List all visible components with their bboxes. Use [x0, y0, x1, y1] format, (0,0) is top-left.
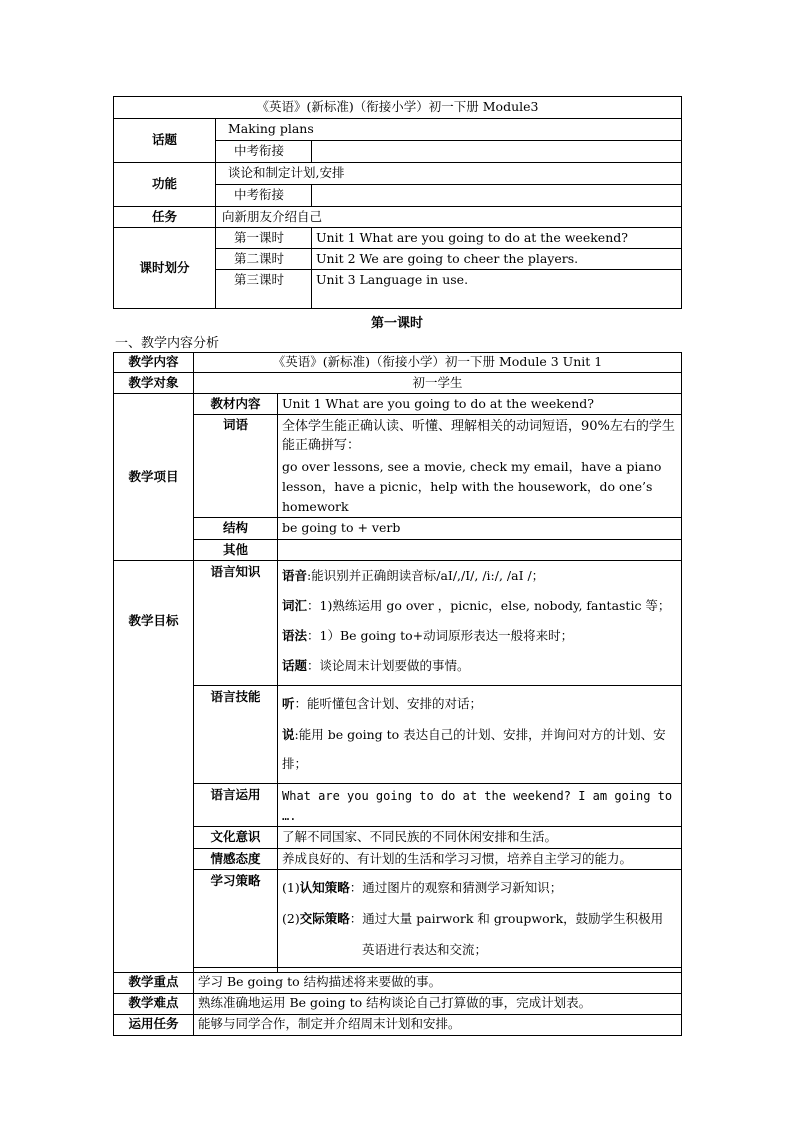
knowledge-cell [278, 561, 682, 686]
lesson-3-content-spacer [312, 291, 682, 309]
audience-label: 教学对象 [114, 373, 194, 394]
strategy-label: 学习策略 [194, 870, 278, 967]
vocabulary-text: ：1)熟练运用 go over ，picnic，else, nobody, fantastic 等； [307, 598, 671, 613]
other-value [278, 540, 682, 561]
task-label: 任务 [114, 207, 216, 228]
content-label: 教学内容 [114, 353, 194, 373]
schedule-label: 课时划分 [114, 228, 216, 309]
function-exam-link-label: 中考衔接 [216, 185, 312, 207]
grammar-text: ：1）Be going to+动词原形表达一般将来时； [307, 628, 574, 643]
strategy-1-label: 认知策略 [299, 880, 350, 896]
application-task-label: 运用任务 [114, 1014, 194, 1035]
lesson-heading: 第一课时 [370, 316, 423, 331]
goals-label: 教学目标 [114, 561, 194, 973]
skills-label: 语言技能 [194, 686, 278, 784]
lesson-1-name: 第一课时 [216, 228, 312, 249]
structure-value: be going to + verb [278, 518, 682, 540]
lesson-3-content: Unit 3 Language in use. [312, 270, 682, 291]
culture-label: 文化意识 [194, 827, 278, 849]
content-value: 《英语》(新标准)（衔接小学）初一下册 Module 3 Unit 1 [194, 353, 682, 373]
strategy-2-text: ：通过大量 pairwork 和 groupwork，鼓励学生积极用 [349, 911, 664, 926]
function-label: 功能 [114, 163, 216, 207]
attitude-value: 养成良好的、有计划的生活和学习习惯，培养自主学习的能力。 [278, 849, 682, 870]
topic-label: 话题 [114, 119, 216, 163]
audience-value: 初一学生 [194, 373, 682, 394]
lesson-1-content: Unit 1 What are you going to do at the weekend? [312, 228, 682, 249]
key-point-value: 学习 Be going to 结构描述将来要做的事。 [194, 972, 682, 993]
lesson-3-name-spacer [216, 291, 312, 309]
topic-value: Making plans [216, 119, 682, 141]
topic-exam-link-value [312, 141, 682, 163]
other-label: 其他 [194, 540, 278, 561]
difficulty-label: 教学难点 [114, 993, 194, 1014]
usage-label: 语言运用 [194, 784, 278, 827]
speaking-label: 说 [282, 726, 295, 742]
topic-exam-link-label: 中考衔接 [216, 141, 312, 163]
lesson-2-name: 第二课时 [216, 249, 312, 270]
textbook-label: 教材内容 [194, 394, 278, 415]
vocabulary-label: 词汇 [282, 598, 308, 613]
strategy-cell [278, 870, 682, 967]
function-value: 谈论和制定计划,安排 [216, 163, 682, 185]
skills-cell [278, 686, 682, 784]
strategy-1-prefix: (1) [282, 880, 300, 896]
function-exam-link-value [312, 185, 682, 207]
listening-text: ：能听懂包含计划、安排的对话； [294, 696, 483, 711]
overview-title: 《英语》(新标准)（衔接小学）初一下册 Module3 [114, 97, 682, 119]
topic-goal-text: ：谈论周末计划要做的事情。 [307, 658, 470, 673]
lesson-2-content: Unit 2 We are going to cheer the players. [312, 249, 682, 270]
task-value: 向新朋友介绍自己 [216, 207, 682, 228]
listening-label: 听 [282, 696, 295, 711]
key-point-label: 教学重点 [114, 972, 194, 993]
speaking-text: :能用 be going to 表达自己的计划、安排，并询问对方的计划、安排； [282, 726, 666, 771]
attitude-label: 情感态度 [194, 849, 278, 870]
topic-goal-label: 话题 [282, 658, 308, 673]
lesson-3-name: 第三课时 [216, 270, 312, 291]
vocab-cell [278, 415, 682, 518]
culture-value: 了解不同国家、不同民族的不同休闲安排和生活。 [278, 827, 682, 849]
vocab-line-2: go over lessons, see a movie, check my email，have a piano lesson，have a picnic，help with the housework，do one’s homework [282, 459, 662, 514]
structure-label: 结构 [194, 518, 278, 540]
usage-value: What are you going to do at the weekend? I am going to …. [278, 784, 682, 827]
application-task-value: 能够与同学合作，制定并介绍周末计划和安排。 [194, 1014, 682, 1035]
items-label: 教学项目 [114, 394, 194, 561]
section-heading: 一、教学内容分析 [115, 336, 220, 351]
knowledge-label: 语言知识 [194, 561, 278, 686]
analysis-table [113, 352, 682, 1036]
strategy-1-text: ：通过图片的观察和猜测学习新知识； [349, 880, 563, 896]
phonetics-label: 语音 [282, 568, 308, 583]
strategy-2-label: 交际策略 [299, 911, 350, 926]
textbook-value: Unit 1 What are you going to do at the weekend? [278, 394, 682, 415]
difficulty-value: 熟练准确地运用 Be going to 结构谈论自己打算做的事，完成计划表。 [194, 993, 682, 1014]
phonetics-text: :能识别并正确朗读音标/aI/,/I/, /i:/, /aI /； [307, 568, 545, 583]
strategy-2-continuation: 英语进行表达和交流； [362, 941, 488, 957]
overview-table [113, 96, 682, 309]
strategy-2-prefix: (2) [282, 911, 300, 926]
grammar-label: 语法 [282, 628, 308, 643]
vocab-label: 词语 [194, 415, 278, 518]
vocab-line-1: 全体学生能正确认读、听懂、理解相关的动词短语，90%左右的学生能正确拼写： [282, 419, 675, 453]
